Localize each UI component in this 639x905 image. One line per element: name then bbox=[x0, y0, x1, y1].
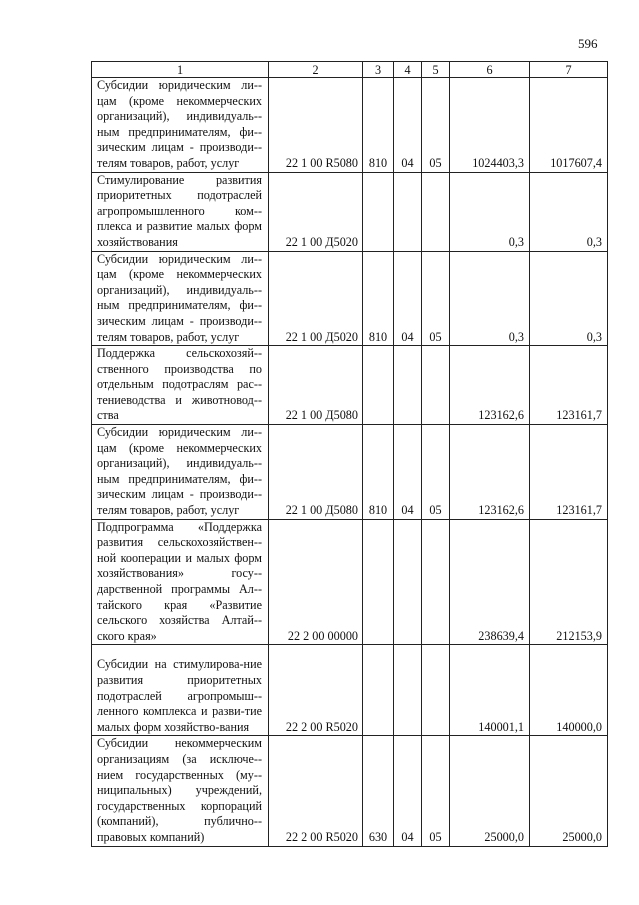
subsection-code bbox=[422, 172, 450, 251]
amount-col6: 25000,0 bbox=[450, 736, 530, 846]
amount-col6: 238639,4 bbox=[450, 519, 530, 645]
section-code bbox=[394, 519, 422, 645]
column-header: 3 bbox=[363, 62, 394, 78]
column-header: 2 bbox=[269, 62, 363, 78]
subsection-code: 05 bbox=[422, 736, 450, 846]
column-header: 5 bbox=[422, 62, 450, 78]
target-code: 22 2 00 00000 bbox=[269, 519, 363, 645]
expense-type: 810 bbox=[363, 251, 394, 346]
target-code: 22 1 00 Д5080 bbox=[269, 425, 363, 520]
item-name: Субсидии юридическим ли-цам (кроме некоммерческих организаций), индивидуаль-ным предпринимателям, фи-зическим лицам - производи-телям товаров, работ, услуг bbox=[92, 425, 269, 520]
page-number: 596 bbox=[578, 36, 598, 51]
section-code: 04 bbox=[394, 251, 422, 346]
amount-col7: 25000,0 bbox=[530, 736, 608, 846]
amount-col6: 123162,6 bbox=[450, 425, 530, 520]
section-code bbox=[394, 172, 422, 251]
amount-col6: 0,3 bbox=[450, 172, 530, 251]
expense-type bbox=[363, 519, 394, 645]
amount-col6: 1024403,3 bbox=[450, 78, 530, 173]
target-code: 22 1 00 R5080 bbox=[269, 78, 363, 173]
table-row bbox=[92, 425, 608, 520]
item-name: Стимулирование развития приоритетных подотраслей агропромышленного ком-плекса и развитие малых форм хозяйствования bbox=[92, 172, 269, 251]
table-row bbox=[92, 251, 608, 346]
column-header: 1 bbox=[92, 62, 269, 78]
target-code: 22 1 00 Д5080 bbox=[269, 346, 363, 425]
amount-col6: 0,3 bbox=[450, 251, 530, 346]
item-name: Субсидии юридическим ли-цам (кроме некоммерческих организаций), индивидуаль-ным предпринимателям, фи-зическим лицам - производи-телям товаров, работ, услуг bbox=[92, 251, 269, 346]
amount-col7: 140000,0 bbox=[530, 645, 608, 736]
expense-type bbox=[363, 645, 394, 736]
amount-col7: 212153,9 bbox=[530, 519, 608, 645]
target-code: 22 1 00 Д5020 bbox=[269, 251, 363, 346]
column-header: 4 bbox=[394, 62, 422, 78]
section-code bbox=[394, 346, 422, 425]
item-name: Поддержка сельскохозяй-ственного производства по отдельным подотраслям рас-тениеводства и животновод-ства bbox=[92, 346, 269, 425]
table-row bbox=[92, 172, 608, 251]
subsection-code bbox=[422, 645, 450, 736]
header-row bbox=[92, 62, 608, 78]
table-row bbox=[92, 645, 608, 736]
subsection-code: 05 bbox=[422, 78, 450, 173]
expense-type: 810 bbox=[363, 78, 394, 173]
expense-type bbox=[363, 346, 394, 425]
amount-col7: 123161,7 bbox=[530, 425, 608, 520]
amount-col7: 0,3 bbox=[530, 172, 608, 251]
amount-col7: 123161,7 bbox=[530, 346, 608, 425]
item-name: Субсидии некоммерческим организациям (за исключе-нием государственных (му-ниципальных) учреждений, государственных корпораций (компаний), публично-правовых компаний) bbox=[92, 736, 269, 846]
section-code: 04 bbox=[394, 425, 422, 520]
subsection-code bbox=[422, 519, 450, 645]
subsection-code bbox=[422, 346, 450, 425]
budget-table bbox=[91, 61, 608, 847]
target-code: 22 2 00 R5020 bbox=[269, 645, 363, 736]
item-name: Субсидии на стимулирова-ние развития приоритетных подотраслей агропромыш-ленного комплекса и разви-тие малых форм хозяйство-вания bbox=[92, 645, 269, 736]
table-row bbox=[92, 78, 608, 173]
amount-col7: 1017607,4 bbox=[530, 78, 608, 173]
amount-col7: 0,3 bbox=[530, 251, 608, 346]
subsection-code: 05 bbox=[422, 251, 450, 346]
section-code: 04 bbox=[394, 736, 422, 846]
amount-col6: 140001,1 bbox=[450, 645, 530, 736]
subsection-code: 05 bbox=[422, 425, 450, 520]
table-row bbox=[92, 519, 608, 645]
item-name: Подпрограмма «Поддержка развития сельскохозяйствен-ной кооперации и малых форм хозяйствования» госу-дарственной программы Ал-тайского края «Развитие сельского хозяйства Алтай-ского края» bbox=[92, 519, 269, 645]
expense-type: 630 bbox=[363, 736, 394, 846]
section-code bbox=[394, 645, 422, 736]
target-code: 22 1 00 Д5020 bbox=[269, 172, 363, 251]
section-code: 04 bbox=[394, 78, 422, 173]
column-header: 6 bbox=[450, 62, 530, 78]
expense-type: 810 bbox=[363, 425, 394, 520]
expense-type bbox=[363, 172, 394, 251]
table-row bbox=[92, 736, 608, 846]
column-header: 7 bbox=[530, 62, 608, 78]
target-code: 22 2 00 R5020 bbox=[269, 736, 363, 846]
table-row bbox=[92, 346, 608, 425]
amount-col6: 123162,6 bbox=[450, 346, 530, 425]
item-name: Субсидии юридическим ли-цам (кроме некоммерческих организаций), индивидуаль-ным предпринимателям, фи-зическим лицам - производи-телям товаров, работ, услуг bbox=[92, 78, 269, 173]
